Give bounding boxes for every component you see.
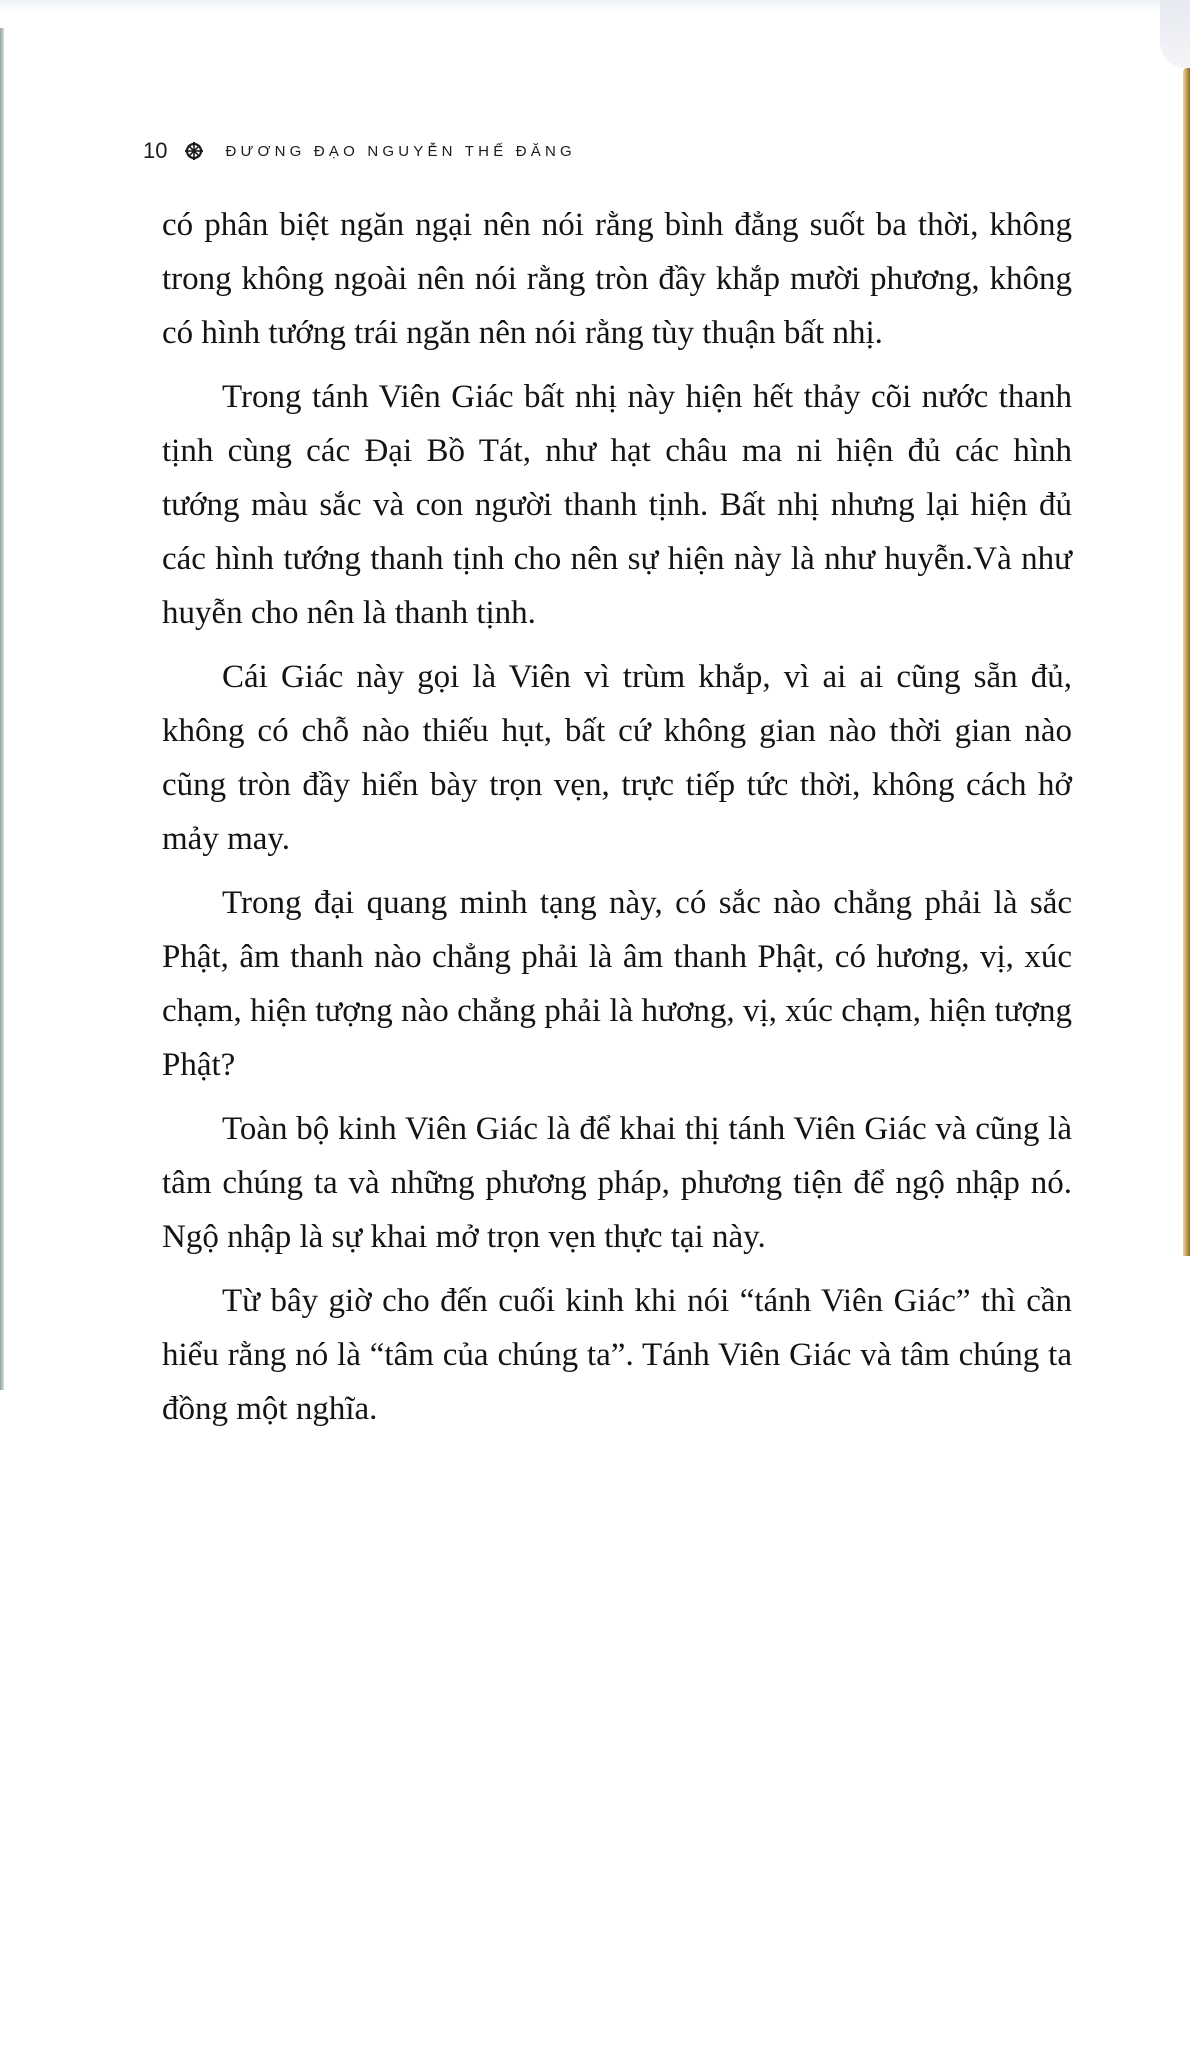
binding-edge-strip — [0, 28, 4, 1390]
page-number: 10 — [143, 138, 168, 163]
paragraph-6: Từ bây giờ cho đến cuối kinh khi nói “tánh Viên Giác” thì cần hiểu rằng nó là “tâm của chúng ta”. Tánh Viên Giác và tâm chúng ta đồng một nghĩa. — [162, 1283, 1072, 1427]
paragraph-5: Toàn bộ kinh Viên Giác là để khai thị tánh Viên Giác và cũng là tâm chúng ta và những phương pháp, phương tiện để ngộ nhập nó. Ngộ nhập là sự khai mở trọn vẹn thực tại này. — [162, 1111, 1072, 1255]
running-head — [143, 136, 576, 166]
gilt-page-edge — [1183, 68, 1190, 1256]
paragraph-4: Trong đại quang minh tạng này, có sắc nào chẳng phải là sắc Phật, âm thanh nào chẳng phải là âm thanh Phật, có hương, vị, xúc chạm, hiện tượng nào chẳng phải là hương, vị, xúc chạm, hiện tượng Phật? — [162, 885, 1072, 1083]
running-head-title: ĐƯƠNG ĐẠO NGUYỄN THẾ ĐĂNG — [225, 142, 576, 160]
paragraph-1: có phân biệt ngăn ngại nên nói rằng bình đẳng suốt ba thời, không trong không ngoài nên nói rằng tròn đầy khắp mười phương, không có hình tướng trái ngăn nên nói rằng tùy thuận bất nhị. — [162, 207, 1072, 351]
paragraph-3: Cái Giác này gọi là Viên vì trùm khắp, vì ai ai cũng sẵn đủ, không có chỗ nào thiếu hụt, bất cứ không gian nào thời gian nào cũng tròn đầy hiển bày trọn vẹn, trực tiếp tức thời, không cách hở mảy may. — [162, 659, 1072, 857]
dharma-wheel-icon — [185, 142, 203, 160]
scan-top-edge — [0, 0, 1190, 14]
paragraph-2: Trong tánh Viên Giác bất nhị này hiện hết thảy cõi nước thanh tịnh cùng các Đại Bồ Tát, như hạt châu ma ni hiện đủ các hình tướng màu sắc và con người thanh tịnh. Bất nhị nhưng lại hiện đủ các hình tướng thanh tịnh cho nên sự hiện này là như huyễn.Và như huyễn cho nên là thanh tịnh. — [162, 379, 1072, 631]
page-corner — [1160, 0, 1190, 68]
body-text — [162, 198, 1072, 1446]
